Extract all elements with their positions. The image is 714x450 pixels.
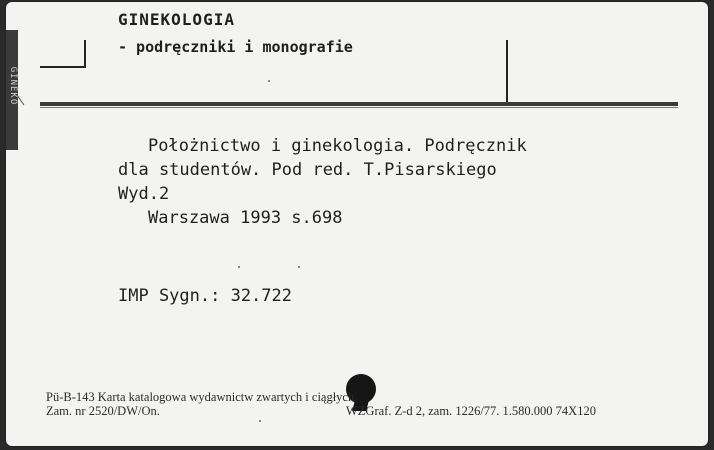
call-number: IMP Sygn.: 32.722 [118, 286, 292, 306]
entry-imprint: Warszawa 1993 s.698 [148, 208, 343, 228]
speck [298, 266, 300, 268]
speck [238, 266, 240, 268]
vertical-rule [506, 40, 508, 102]
subcategory-heading: - podręczniki i monografie [118, 38, 353, 56]
tab-corner-mark [40, 40, 86, 68]
header-divider [40, 102, 678, 106]
entry-title-line1: Położnictwo i ginekologia. Podręcznik [148, 136, 527, 156]
speck [259, 420, 261, 422]
catalog-card [6, 2, 708, 446]
entry-title-line2: dla studentów. Pod red. T.Pisarskiego [118, 160, 497, 180]
footer-form-line: Pü-B-143 Karta katalogowa wydawnictw zwartych i ciągłych. [46, 390, 358, 404]
entry-edition: Wyd.2 [118, 184, 170, 204]
edge-label: GINEKO [8, 66, 18, 106]
footer-order-number: Zam. nr 2520/DW/On. [46, 404, 160, 418]
header-divider-thin [40, 107, 678, 108]
footer-printer-info: WZGraf. Z-d 2, zam. 1226/77. 1.580.000 74X120 [346, 404, 596, 418]
speck [268, 80, 270, 82]
category-heading: GINEKOLOGIA [118, 10, 235, 29]
